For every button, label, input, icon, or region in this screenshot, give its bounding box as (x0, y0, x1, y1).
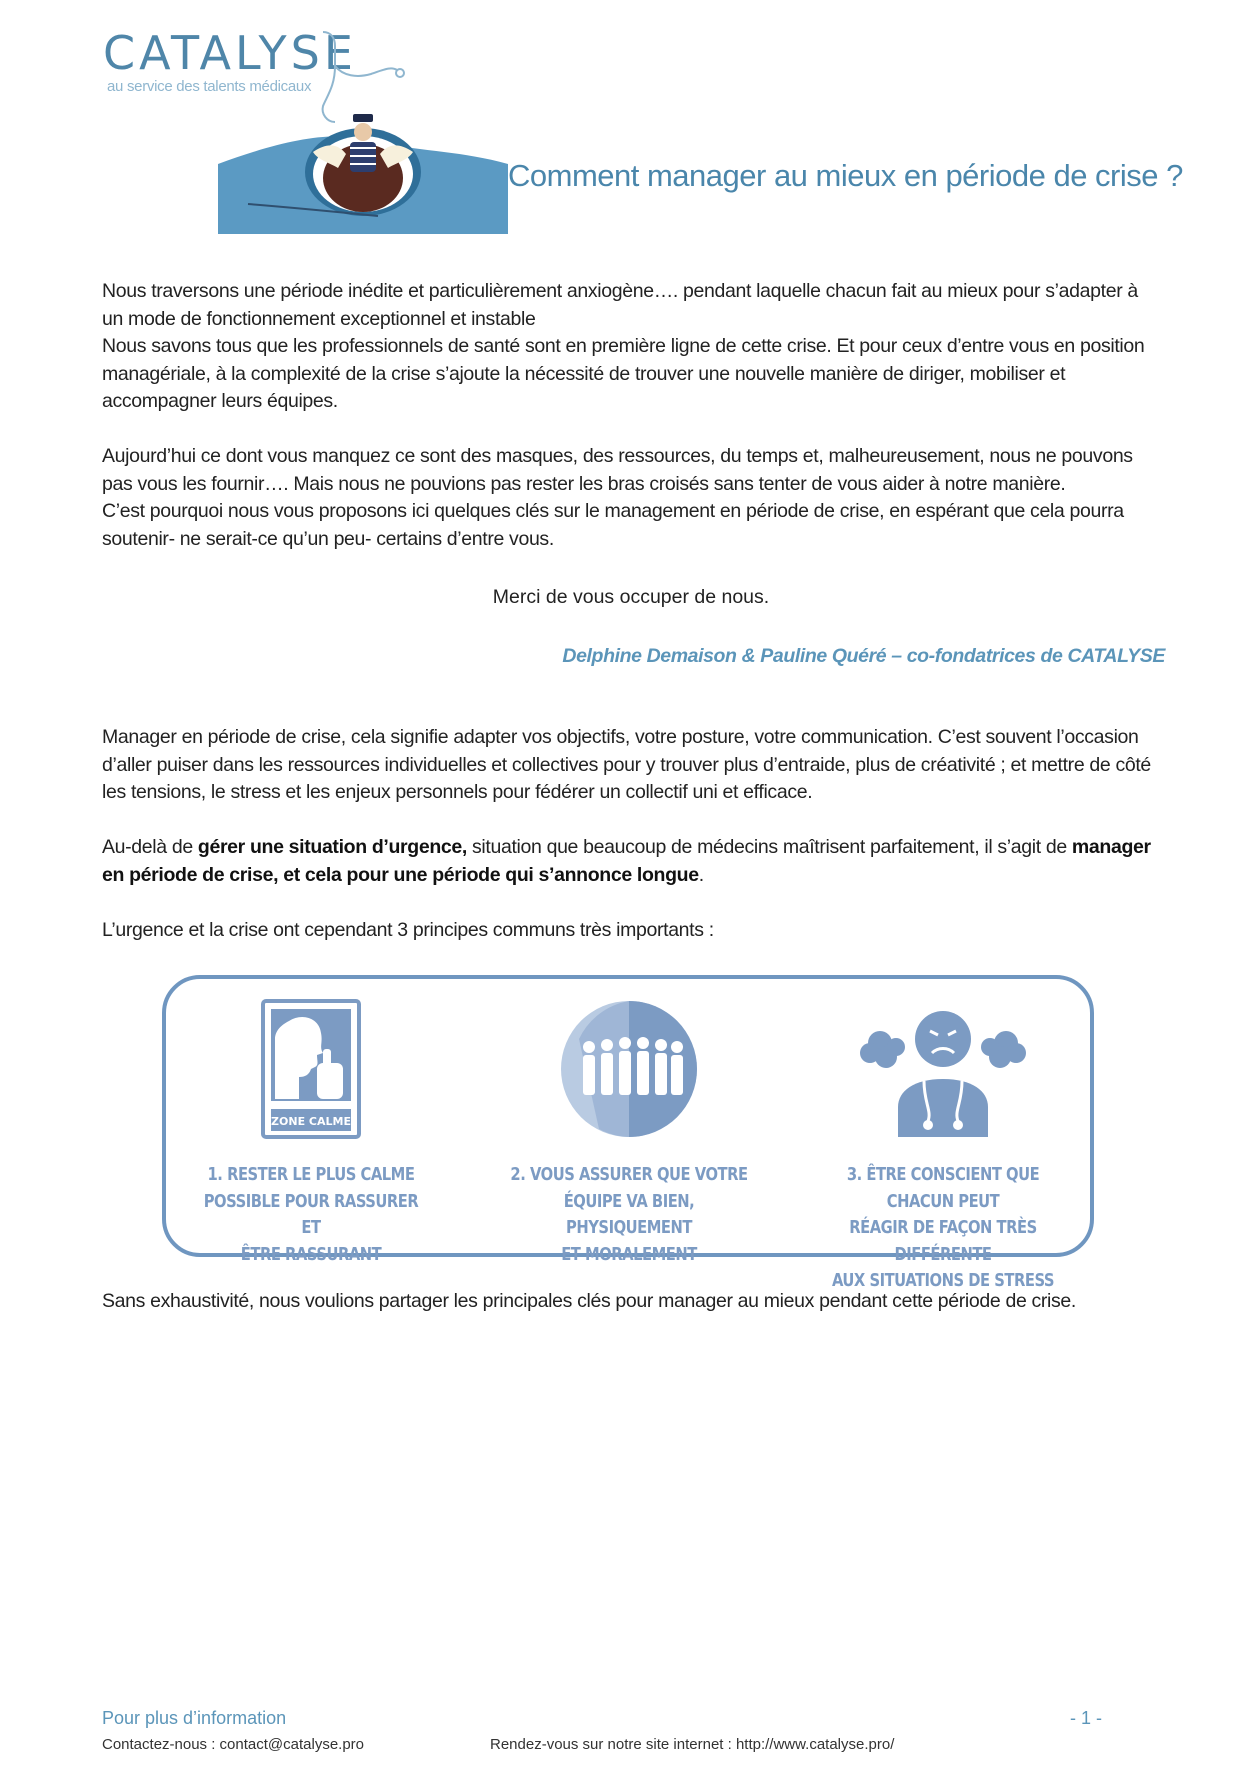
intro-block (102, 278, 1162, 416)
page-number: - 1 - (1070, 1708, 1103, 1728)
content-paragraph-7: L’urgence et la crise ont cependant 3 principes communs très importants : (102, 919, 714, 941)
principle-2-line-3: ET MORALEMENT (561, 1243, 697, 1265)
principle-1 (166, 979, 456, 1265)
signature: Delphine Demaison & Pauline Quéré – co-fondatrices de CATALYSE (562, 645, 1165, 667)
team-group-icon (559, 999, 699, 1139)
principle-2-line-1: 2. VOUS ASSURER QUE VOTRE (510, 1164, 748, 1185)
p6-bold-crise: manager en période de crise, et cela pour une période qui s’annonce longue (102, 836, 1151, 886)
thanks-line: Merci de vous occuper de nous. (492, 586, 770, 608)
principle-3-label (824, 1162, 1062, 1295)
footer-contact: Contactez-nous : contact@catalyse.pro (102, 1736, 365, 1753)
intro-paragraph-3: Aujourd’hui ce dont vous manquez ce sont des masques, des ressources, du temps et, malheureusement, nous ne pouvons pas vous les fournir…. Mais nous ne pouvions pas rester les bras croisés sans tenter de vous aider à notre manière. (102, 445, 1133, 495)
principle-3 (798, 979, 1088, 1291)
principles-box (162, 975, 1094, 1291)
logo-word: CATALYSE (103, 26, 357, 80)
principle-1-line-3: ÊTRE RASSURANT (240, 1243, 382, 1265)
captain-boat-illustration (218, 112, 508, 234)
principle-2 (484, 979, 774, 1265)
p6-bold-urgence: gérer une situation d’urgence, (197, 836, 467, 858)
principle-3-line-1: 3. ÊTRE CONSCIENT QUE CHACUN PEUT (846, 1164, 1040, 1212)
calm-zone-sign-icon (261, 999, 361, 1139)
intro-block-2 (102, 443, 1162, 553)
principle-1-line-1: 1. RESTER LE PLUS CALME (207, 1164, 415, 1185)
content-paragraph-5: Manager en période de crise, cela signifie adapter vos objectifs, votre posture, votre communication. C’est souvent l’occasion d’aller puiser dans les ressources individuelles et collectives pour y trouver plus d’entraide, plus de créativité ; et mettre de côté les tensions, le stress et les enjeux personnels pour fédérer un collectif uni et efficace. (102, 726, 1151, 803)
intro-paragraph-1: Nous traversons une période inédite et particulièrement anxiogène…. pendant laquelle chacun fait au mieux pour s’adapter à un mode de fonctionnement exceptionnel et instable (102, 280, 1138, 330)
logo-tagline: au service des talents médicaux (107, 78, 312, 95)
p6-part-a: Au-delà de (102, 836, 198, 858)
content-paragraph-6 (102, 834, 1162, 889)
principle-2-line-2: ÉQUIPE VA BIEN, PHYSIQUEMENT (563, 1190, 695, 1238)
principle-3-line-2: RÉAGIR DE FAÇON TRÈS DIFFÉRENTE (849, 1217, 1037, 1265)
principle-3-line-3: AUX SITUATIONS DE STRESS (831, 1270, 1055, 1291)
catalyse-logo (103, 26, 357, 106)
p6-part-e: . (698, 863, 704, 886)
principle-2-label (510, 1162, 748, 1268)
footer-site-link[interactable]: Rendez-vous sur notre site internet : http://www.catalyse.pro/ (490, 1736, 895, 1753)
principle-1-line-2: POSSIBLE POUR RASSURER ET (203, 1190, 419, 1238)
p6-part-c: situation que beaucoup de médecins maîtrisent parfaitement, il s’agit de (466, 836, 1072, 858)
page-title: Comment manager au mieux en période de crise ? (508, 158, 1183, 193)
intro-paragraph-4: C’est pourquoi nous vous proposons ici quelques clés sur le management en période de crise, en espérant que cela pourra soutenir- ne serait-ce qu’un peu- certains d’entre vous. (102, 500, 1124, 550)
intro-paragraph-2: Nous savons tous que les professionnels de santé sont en première ligne de cette crise. Et pour ceux d’entre vous en position managériale, à la complexité de la crise s’ajoute la nécessité de trouver une nouvelle manière de diriger, mobiliser et accompagner leurs équipes. (102, 335, 1145, 412)
calm-zone-sign-text: ZONE CALME (271, 1115, 351, 1128)
principle-1-label (192, 1162, 430, 1268)
closing-paragraph: Sans exhaustivité, nous voulions partager les principales clés pour manager au mieux pendant cette période de crise. (102, 1290, 1076, 1312)
stressed-doctor-icon (858, 999, 1028, 1139)
footer-info-label: Pour plus d’information (102, 1708, 287, 1728)
